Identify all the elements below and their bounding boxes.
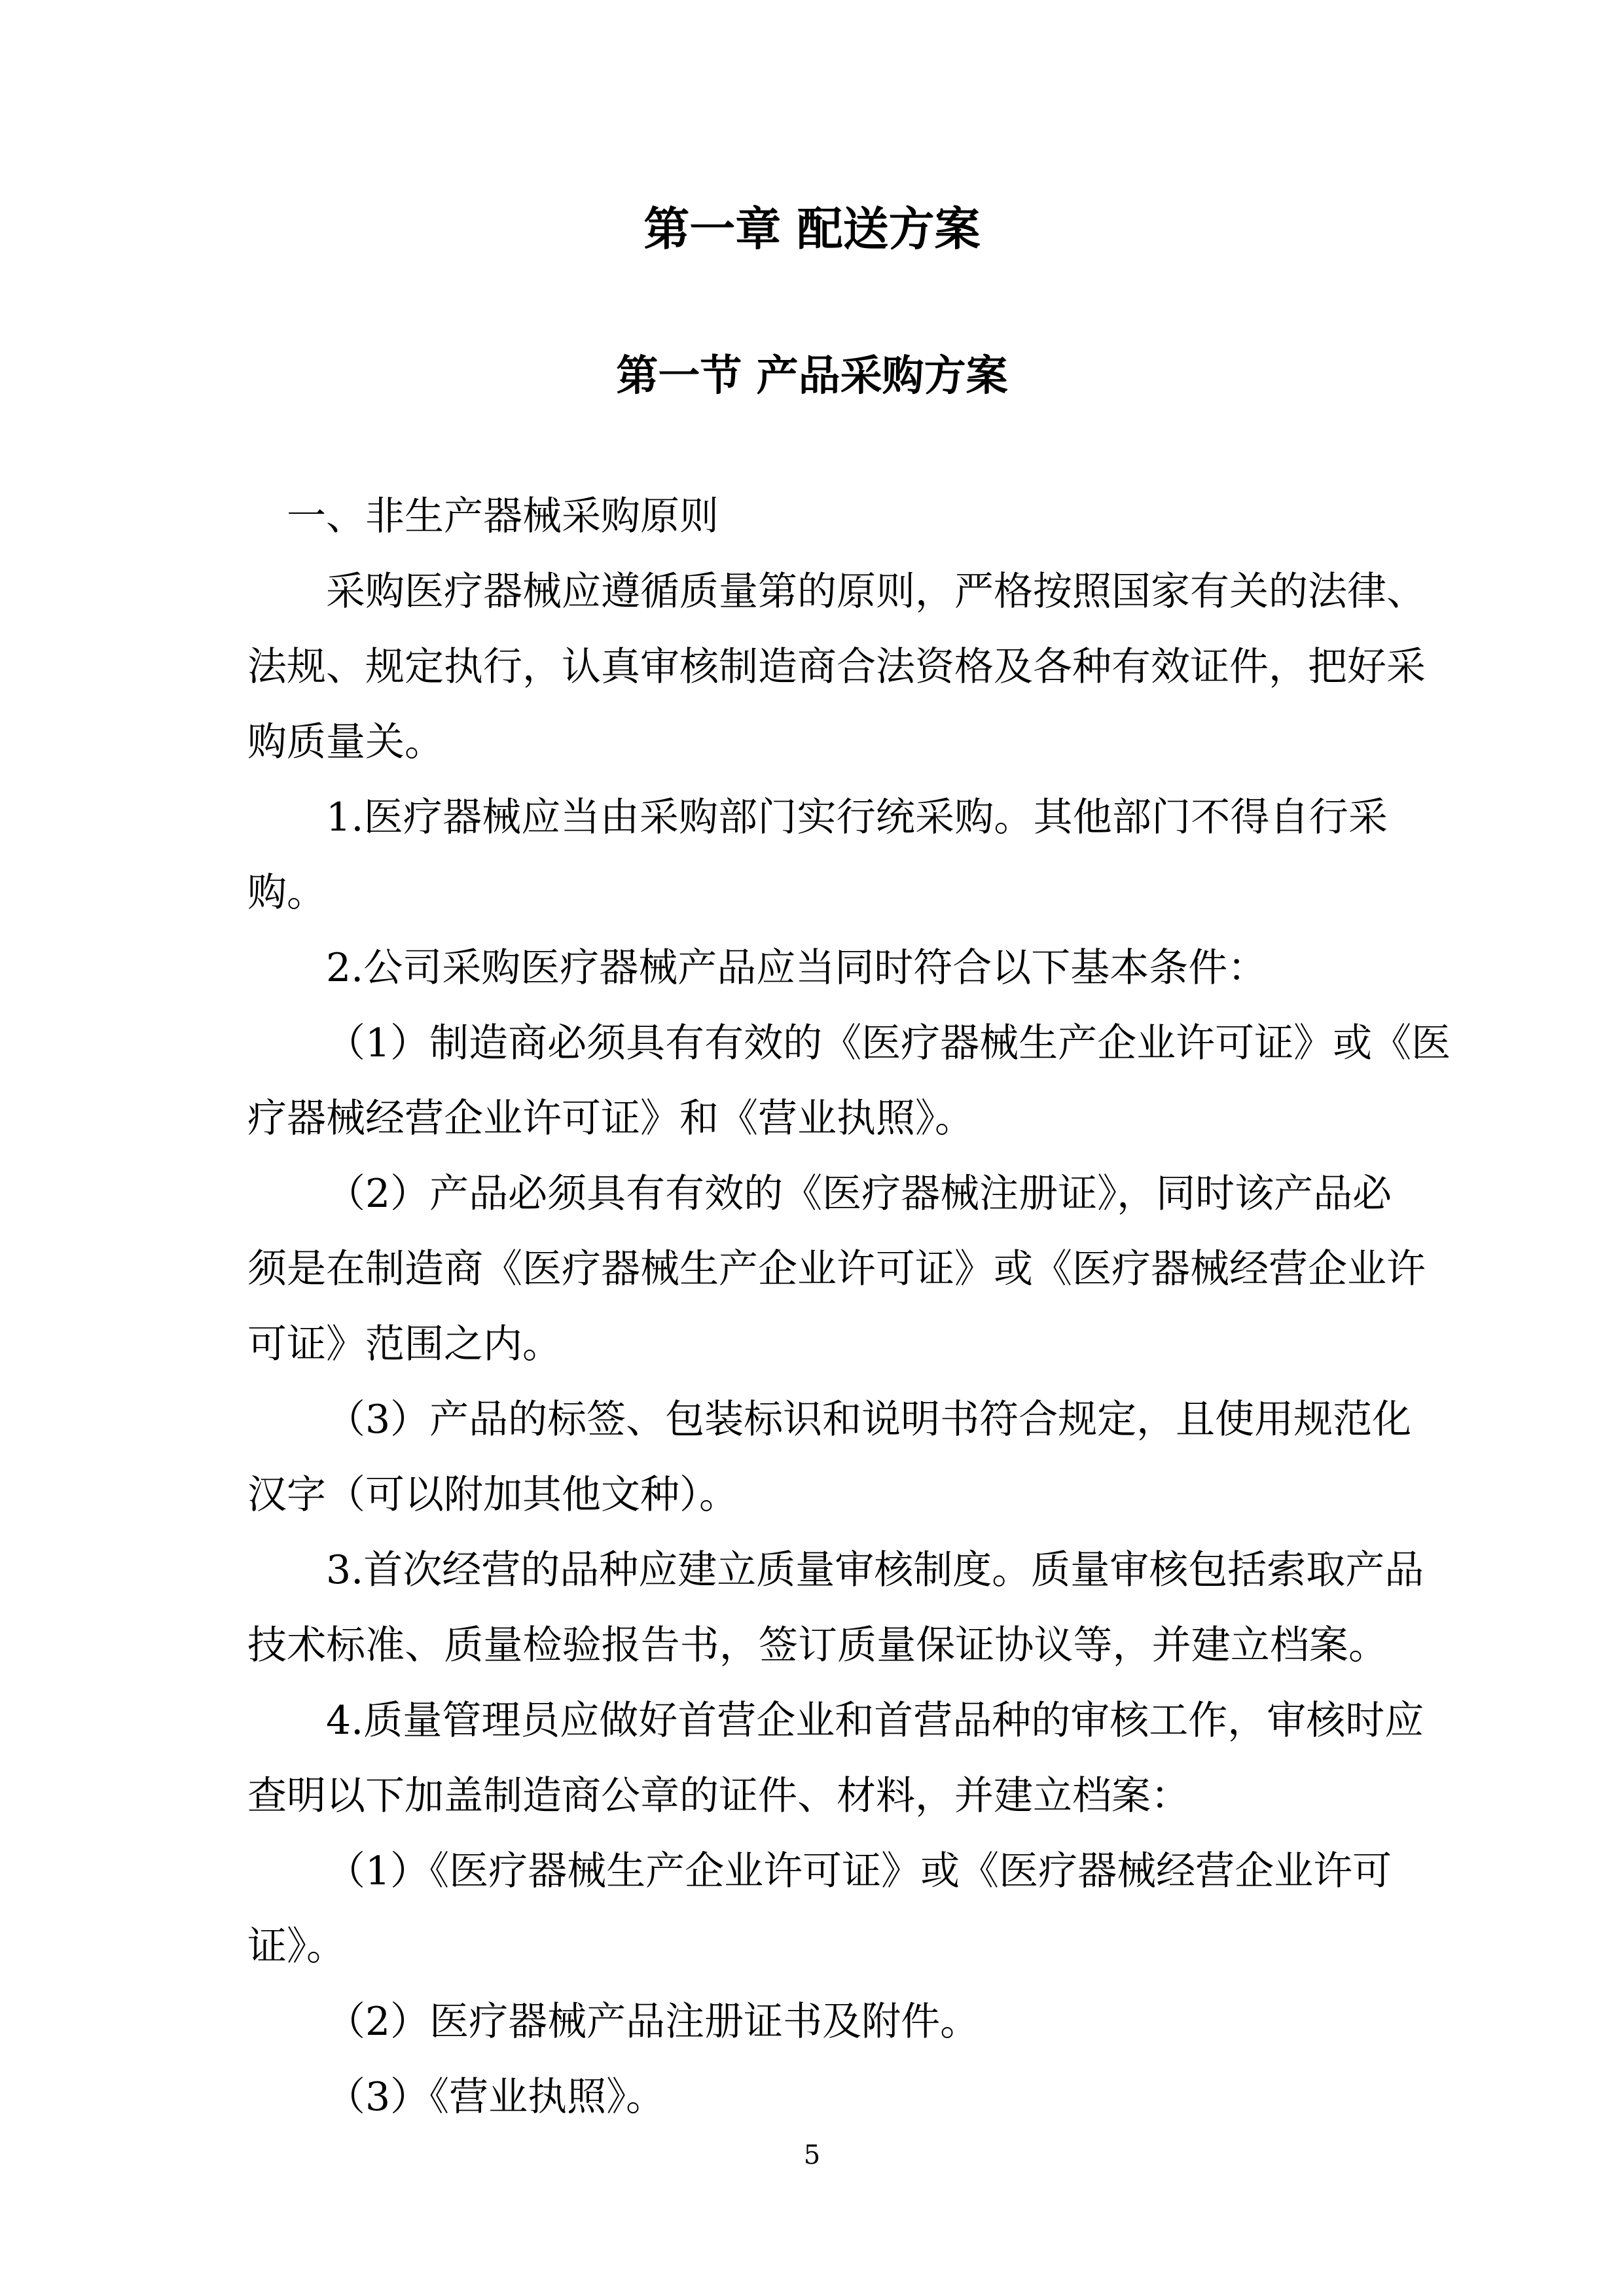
text-line: 证》。: [247, 1924, 346, 1969]
text-line: 4.质量管理员应做好首营企业和首营品种的审核工作，审核时应: [326, 1698, 1424, 1744]
subheading: 一、非生产器械采购原则: [287, 493, 719, 539]
text-line: （3）《营业执照》。: [326, 2074, 666, 2120]
text-line: （2）医疗器械产品注册证书及附件。: [326, 1999, 980, 2045]
page-number: 5: [803, 2140, 821, 2170]
text-line: （1）制造商必须具有有效的《医疗器械生产企业许可证》或《医: [326, 1020, 1451, 1066]
body-text: [247, 479, 1451, 2135]
text-line: 须是在制造商《医疗器械生产企业许可证》或《医疗器械经营企业许: [247, 1246, 1426, 1292]
text-line: 2.公司采购医疗器械产品应当同时符合以下基本条件：: [326, 945, 1267, 991]
text-line: 采购医疗器械应遵循质量第的原则，严格按照国家有关的法律、: [326, 569, 1426, 615]
text-line: 3.首次经营的品种应建立质量审核制度。质量审核包括索取产品: [326, 1547, 1424, 1593]
chapter-title: 第一章 配送方案: [643, 202, 981, 256]
text-line: 购。: [247, 870, 326, 916]
text-line: 汉字（可以附加其他文种）。: [247, 1472, 738, 1518]
text-line: 技术标准、质量检验报告书，签订质量保证协议等，并建立档案。: [247, 1623, 1388, 1668]
text-line: （3）产品的标签、包装标识和说明书符合规定，且使用规范化: [326, 1397, 1412, 1443]
text-line: 1.医疗器械应当由采购部门实行统采购。其他部门不得自行采: [326, 795, 1388, 840]
text-line: （1）《医疗器械生产企业许可证》或《医疗器械经营企业许可: [326, 1848, 1392, 1894]
text-line: 可证》范围之内。: [247, 1321, 562, 1367]
text-line: 疗器械经营企业许可证》和《营业执照》。: [247, 1096, 974, 1141]
section-title: 第一节 产品采购方案: [616, 351, 1008, 401]
text-line: （2）产品必须具有有效的《医疗器械注册证》，同时该产品必: [326, 1171, 1392, 1217]
text-line: 购质量关。: [247, 719, 444, 765]
text-line: 法规、规定执行，认真审核制造商合法资格及各种有效证件，把好采: [247, 644, 1426, 690]
text-line: 查明以下加盖制造商公章的证件、材料，并建立档案：: [247, 1773, 1190, 1819]
